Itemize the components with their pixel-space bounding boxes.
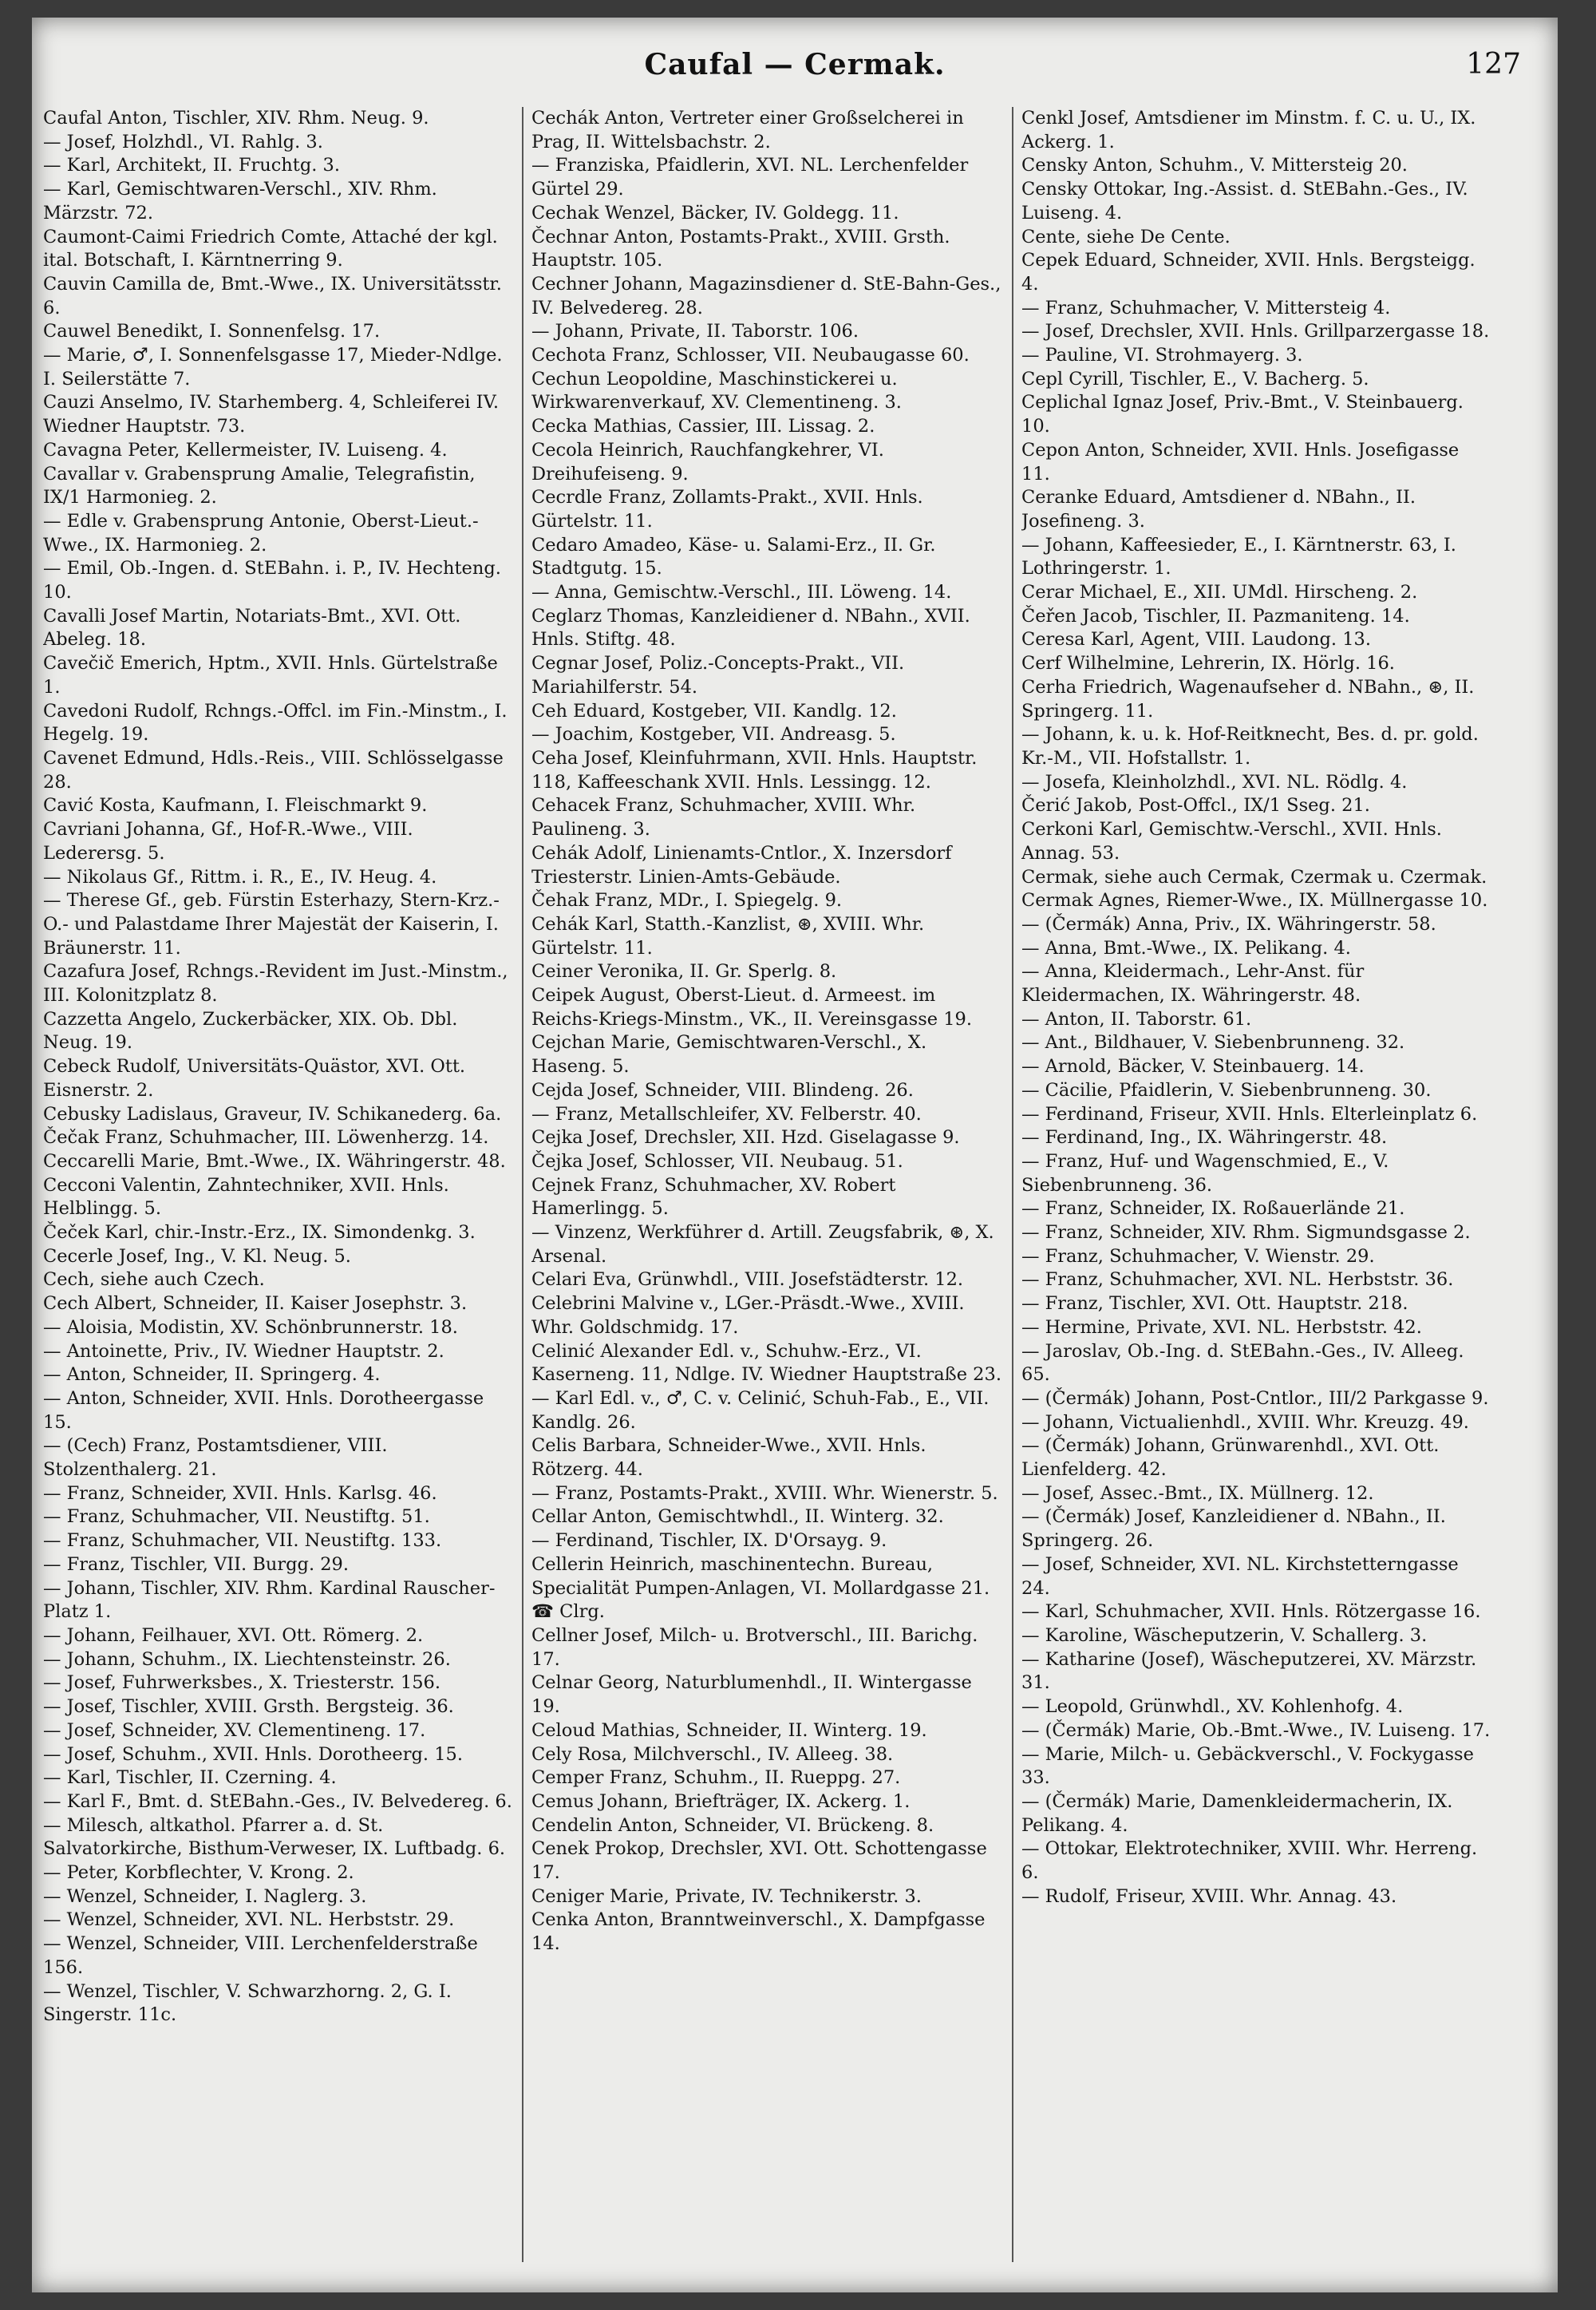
directory-entry: — Pauline, VI. Strohmayerg. 3.	[1021, 345, 1303, 366]
directory-entry: Celari Eva, Grünwhdl., VIII. Josefstädterstr. 12.	[531, 1269, 964, 1291]
directory-entry: Cejnek Franz, Schuhmacher, XV. Robert Hamerlingg. 5.	[531, 1174, 896, 1220]
directory-entry: — Ferdinand, Tischler, IX. D'Orsayg. 9.	[531, 1530, 887, 1552]
directory-entry: — Rudolf, Friseur, XVIII. Whr. Annag. 43.	[1021, 1885, 1397, 1907]
directory-entry: — Leopold, Grünwhdl., XV. Kohlenhofg. 4.	[1021, 1696, 1404, 1718]
directory-entry: — Franz, Schuhmacher, V. Wienstr. 29.	[1021, 1245, 1375, 1267]
directory-entry: Cellar Anton, Gemischtwhdl., II. Winterg. 32.	[531, 1506, 944, 1528]
directory-entry: Cavalli Josef Martin, Notariats-Bmt., XVI. Ott. Abeleg. 18.	[43, 605, 461, 651]
directory-entry: Ceranke Eduard, Amtsdiener d. NBahn., II. Josefineng. 3.	[1021, 487, 1416, 532]
directory-entry: — Anna, Gemischtw.-Verschl., III. Löweng. 14.	[531, 582, 952, 603]
directory-entry: — Arnold, Bäcker, V. Steinbauerg. 14.	[1021, 1056, 1365, 1078]
directory-entry: Cepl Cyrill, Tischler, E., V. Bacherg. 5.	[1021, 368, 1369, 390]
directory-entry: — Cäcilie, Pfaidlerin, V. Siebenbrunneng. 30.	[1021, 1079, 1432, 1101]
directory-entry: — Marie, Milch- u. Gebäckverschl., V. Fockygasse 33.	[1021, 1743, 1474, 1789]
directory-entry: — Jaroslav, Ob.-Ing. d. StEBahn.-Ges., IV. Alleeg. 65.	[1021, 1340, 1464, 1386]
directory-entry: Cehacek Franz, Schuhmacher, XVIII. Whr. Paulineng. 3.	[531, 795, 916, 841]
directory-entry: Celoud Mathias, Schneider, II. Winterg. 19.	[531, 1719, 927, 1741]
directory-entry: — Franz, Schneider, IX. Roßauerlände 21.	[1021, 1198, 1405, 1220]
directory-entry: — Vinzenz, Werkführer d. Artill. Zeugsfabrik, ⊛, X. Arsenal.	[531, 1222, 994, 1267]
directory-entry: Ceglarz Thomas, Kanzleidiener d. NBahn., XVII. Hnls. Stiftg. 48.	[531, 605, 970, 651]
directory-entry: Cavallar v. Grabensprung Amalie, Telegrafistin, IX/1 Harmonieg. 2.	[43, 463, 476, 508]
directory-entry: — Johann, Victualienhdl., XVIII. Whr. Kreuzg. 49.	[1021, 1411, 1469, 1433]
directory-entry: — Josef, Assec.-Bmt., IX. Müllnerg. 12.	[1021, 1482, 1374, 1504]
directory-entry: Caumont-Caimi Friedrich Comte, Attaché der kgl. ital. Botschaft, I. Kärntnerring 9.	[43, 226, 498, 271]
directory-entry: Cente, siehe De Cente.	[1021, 226, 1231, 247]
directory-entry: — (Čermák) Johann, Post-Cntlor., III/2 Parkgasse 9.	[1021, 1387, 1489, 1409]
directory-entry: Cepek Eduard, Schneider, XVII. Hnls. Bergsteigg. 4.	[1021, 250, 1476, 295]
directory-entry: — Josef, Holzhdl., VI. Rahlg. 3.	[43, 131, 323, 152]
directory-entry: Cemper Franz, Schuhm., II. Rueppg. 27.	[531, 1767, 901, 1789]
directory-entry: Cech, siehe auch Czech.	[43, 1269, 265, 1291]
directory-entry: Ceiner Veronika, II. Gr. Sperlg. 8.	[531, 961, 837, 983]
directory-entry: Cazafura Josef, Rchngs.-Revident im Just.-Minstm., III. Kolonitzplatz 8.	[43, 961, 508, 1007]
directory-entry: Celis Barbara, Schneider-Wwe., XVII. Hnls. Rötzerg. 44.	[531, 1435, 926, 1481]
directory-entry: Ceniger Marie, Private, IV. Technikerstr. 3.	[531, 1885, 922, 1907]
directory-entry: Ceha Josef, Kleinfuhrmann, XVII. Hnls. Hauptstr. 118, Kaffeeschank XVII. Hnls. Lessingg. 12.	[531, 747, 978, 793]
directory-entry: Cavagna Peter, Kellermeister, IV. Luiseng. 4.	[43, 439, 448, 461]
directory-entry: Cecola Heinrich, Rauchfangkehrer, VI. Dreihufeiseng. 9.	[531, 439, 884, 485]
directory-entry: — Franz, Metallschleifer, XV. Felberstr. 40.	[531, 1103, 922, 1125]
directory-entry: — Franz, Tischler, XVI. Ott. Hauptstr. 218.	[1021, 1293, 1408, 1315]
directory-entry: Cejka Josef, Drechsler, XII. Hzd. Giselagasse 9.	[531, 1127, 960, 1149]
directory-entry: Cely Rosa, Milchverschl., IV. Alleeg. 38.	[531, 1743, 894, 1765]
directory-entry: Caufal Anton, Tischler, XIV. Rhm. Neug. 9.	[43, 108, 429, 129]
directory-entry: Ceipek August, Oberst-Lieut. d. Armeest. im Reichs-Kriegs-Minstm., VK., II. Vereinsgasse 19.	[531, 985, 972, 1030]
column-3	[1021, 107, 1492, 2262]
directory-entry: — Karl F., Bmt. d. StEBahn.-Ges., IV. Belvedereg. 6.	[43, 1790, 512, 1812]
directory-entry: Ceh Eduard, Kostgeber, VII. Kandlg. 12.	[531, 700, 897, 722]
directory-entry: Cenka Anton, Branntweinverschl., X. Dampfgasse 14.	[531, 1909, 986, 1955]
directory-entry: Celebrini Malvine v., LGer.-Präsdt.-Wwe., XVIII. Whr. Goldschmidg. 17.	[531, 1293, 965, 1338]
directory-entry: Celnar Georg, Naturblumenhdl., II. Wintergasse 19.	[531, 1672, 972, 1718]
directory-entry: — Nikolaus Gf., Rittm. i. R., E., IV. Heug. 4.	[43, 866, 437, 888]
directory-entry: — Edle v. Grabensprung Antonie, Oberst-Lieut.-Wwe., IX. Harmonieg. 2.	[43, 510, 479, 556]
directory-entry: Cech Albert, Schneider, II. Kaiser Josephstr. 3.	[43, 1293, 468, 1315]
directory-entry: Cauvin Camilla de, Bmt.-Wwe., IX. Universitätsstr. 6.	[43, 273, 502, 318]
directory-entry: — Anton, Schneider, XVII. Hnls. Dorotheergasse 15.	[43, 1387, 484, 1433]
directory-entry: Cavedoni Rudolf, Rchngs.-Offcl. im Fin.-Minstm., I. Hegelg. 19.	[43, 700, 508, 746]
directory-entry: — Johann, Feilhauer, XVI. Ott. Römerg. 2.	[43, 1625, 424, 1646]
directory-entry: Censky Anton, Schuhm., V. Mittersteig 20.	[1021, 155, 1408, 176]
directory-entry: — Josef, Schneider, XVI. NL. Kirchstetterngasse 24.	[1021, 1553, 1459, 1599]
directory-entry: — Ant., Bildhauer, V. Siebenbrunneng. 32.	[1021, 1032, 1405, 1054]
directory-entry: Cecerle Josef, Ing., V. Kl. Neug. 5.	[43, 1245, 351, 1267]
directory-entry: — Johann, Schuhm., IX. Liechtensteinstr. 26.	[43, 1648, 451, 1670]
directory-entry: — Franz, Schuhmacher, V. Mittersteig 4.	[1021, 297, 1391, 318]
directory-entry: Čeřen Jacob, Tischler, II. Pazmaniteng. 14.	[1021, 605, 1410, 627]
directory-entry: — Karl, Architekt, II. Fruchtg. 3.	[43, 155, 341, 176]
directory-entry: — Karoline, Wäscheputzerin, V. Schallerg. 3.	[1021, 1625, 1428, 1646]
directory-entry: — Wenzel, Tischler, V. Schwarzhorng. 2, G. I. Singerstr. 11c.	[43, 1980, 452, 2026]
directory-entry: Cellerin Heinrich, maschinentechn. Bureau, Specialität Pumpen-Anlagen, VI. Mollardgasse 21. ☎ Clrg.	[531, 1553, 990, 1623]
directory-entry: — Emil, Ob.-Ingen. d. StEBahn. i. P., IV. Hechteng. 10.	[43, 558, 501, 603]
directory-entry: — Johann, k. u. k. Hof-Reitknecht, Bes. d. pr. gold. Kr.-M., VII. Hofstallstr. 1.	[1021, 724, 1479, 769]
column-divider	[522, 107, 523, 2262]
directory-entry: Cejchan Marie, Gemischtwaren-Verschl., X. Haseng. 5.	[531, 1032, 927, 1078]
directory-entry: — Wenzel, Schneider, VIII. Lerchenfelderstraße 156.	[43, 1933, 478, 1978]
directory-entry: — Johann, Private, II. Taborstr. 106.	[531, 321, 859, 342]
directory-entry: — Karl, Tischler, II. Czerning. 4.	[43, 1767, 337, 1789]
directory-entry: — Josef, Drechsler, XVII. Hnls. Grillparzergasse 18.	[1021, 321, 1490, 342]
directory-entry: — Franz, Schneider, XVII. Hnls. Karlsg. 46.	[43, 1482, 437, 1504]
directory-entry: — Franziska, Pfaidlerin, XVI. NL. Lerchenfelder Gürtel 29.	[531, 155, 969, 200]
directory-entry: — Milesch, altkathol. Pfarrer a. d. St. Salvatorkirche, Bisthum-Verweser, IX. Luftbadg. 6.	[43, 1814, 506, 1860]
directory-entry: Cazzetta Angelo, Zuckerbäcker, XIX. Ob. Dbl. Neug. 19.	[43, 1008, 458, 1054]
directory-entry: Čehak Franz, MDr., I. Spiegelg. 9.	[531, 890, 843, 912]
directory-entry: — Johann, Tischler, XIV. Rhm. Kardinal Rauscher-Platz 1.	[43, 1577, 496, 1623]
directory-entry: Cehák Adolf, Linienamts-Cntlor., X. Inzersdorf Triesterstr. Linien-Amts-Gebäude.	[531, 842, 952, 888]
column-1	[43, 107, 514, 2262]
directory-entry: Cegnar Josef, Poliz.-Concepts-Prakt., VII. Mariahilferstr. 54.	[531, 653, 905, 698]
directory-entry: Cendelin Anton, Schneider, VI. Brückeng. 8.	[531, 1814, 934, 1836]
directory-entry: — Josef, Tischler, XVIII. Grsth. Bergsteig. 36.	[43, 1696, 454, 1718]
directory-entry: — Franz, Schuhmacher, XVI. NL. Herbststr. 36.	[1021, 1269, 1454, 1291]
directory-entry: Censky Ottokar, Ing.-Assist. d. StEBahn.-Ges., IV. Luiseng. 4.	[1021, 179, 1468, 223]
directory-entry: Cechák Anton, Vertreter einer Großselcherei in Prag, II. Wittelsbachstr. 2.	[531, 108, 964, 152]
directory-entry: Cenek Prokop, Drechsler, XVI. Ott. Schottengasse 17.	[531, 1838, 987, 1884]
directory-entry: — (Cech) Franz, Postamtsdiener, VIII. Stolzenthalerg. 21.	[43, 1435, 388, 1481]
directory-entry: Čečak Franz, Schuhmacher, III. Löwenherzg. 14.	[43, 1127, 489, 1149]
directory-entry: — Ferdinand, Friseur, XVII. Hnls. Elterleinplatz 6.	[1021, 1103, 1478, 1125]
directory-entry: Cedaro Amadeo, Käse- u. Salami-Erz., II. Gr. Stadtgutg. 15.	[531, 534, 936, 579]
directory-entry: Cerar Michael, E., XII. UMdl. Hirscheng. 2.	[1021, 582, 1418, 603]
directory-entry: — Franz, Schuhmacher, VII. Neustiftg. 51.	[43, 1506, 430, 1528]
directory-entry: Cechner Johann, Magazinsdiener d. StE-Bahn-Ges., IV. Belvedereg. 28.	[531, 273, 1001, 318]
directory-entry: — Franz, Postamts-Prakt., XVIII. Whr. Wienerstr. 5.	[531, 1482, 998, 1504]
directory-entry: Cecconi Valentin, Zahntechniker, XVII. Hnls. Helblingg. 5.	[43, 1174, 449, 1220]
directory-entry: Cermak Agnes, Riemer-Wwe., IX. Müllnergasse 10.	[1021, 890, 1488, 912]
directory-entry: — Therese Gf., geb. Fürstin Esterhazy, Stern-Krz.-O.- und Palastdame Ihrer Majestät der Kaiserin, I. Bräunerstr. 11.	[43, 890, 500, 959]
directory-entry: Čeček Karl, chir.-Instr.-Erz., IX. Simondenkg. 3.	[43, 1222, 476, 1244]
directory-entry: Cemus Johann, Briefträger, IX. Ackerg. 1.	[531, 1790, 911, 1812]
directory-entry: Cerha Friedrich, Wagenaufseher d. NBahn., ⊛, II. Springerg. 11.	[1021, 676, 1475, 722]
directory-entry: — Wenzel, Schneider, XVI. NL. Herbststr. 29.	[43, 1909, 455, 1931]
directory-entry: Cauzi Anselmo, IV. Starhemberg. 4, Schleiferei IV. Wiedner Hauptstr. 73.	[43, 392, 500, 437]
directory-entry: Cerkoni Karl, Gemischtw.-Verschl., XVII. Hnls. Annag. 53.	[1021, 819, 1442, 864]
directory-entry: Cebeck Rudolf, Universitäts-Quästor, XVI. Ott. Eisnerstr. 2.	[43, 1056, 466, 1101]
directory-entry: Cebusky Ladislaus, Graveur, IV. Schikanederg. 6a.	[43, 1103, 502, 1125]
directory-entry: — Franz, Tischler, VII. Burgg. 29.	[43, 1553, 350, 1575]
directory-entry: — Anna, Kleidermach., Lehr-Anst. für Kleidermachen, IX. Währingerstr. 48.	[1021, 961, 1365, 1007]
directory-entry: — Antoinette, Priv., IV. Wiedner Hauptstr. 2.	[43, 1340, 444, 1362]
page-number: 127	[1466, 48, 1521, 81]
directory-entry: — (Čermák) Johann, Grünwarenhdl., XVI. Ott. Lienfelderg. 42.	[1021, 1435, 1440, 1481]
directory-entry: Cerf Wilhelmine, Lehrerin, IX. Hörlg. 16.	[1021, 653, 1395, 674]
directory-entry: Cecrdle Franz, Zollamts-Prakt., XVII. Hnls. Gürtelstr. 11.	[531, 487, 923, 532]
directory-entry: Cechota Franz, Schlosser, VII. Neubaugasse 60.	[531, 345, 970, 366]
directory-entry: Ceplichal Ignaz Josef, Priv.-Bmt., V. Steinbauerg. 10.	[1021, 392, 1464, 437]
directory-entry: — Josef, Fuhrwerksbes., X. Triesterstr. 156.	[43, 1672, 441, 1694]
directory-entry: — Ottokar, Elektrotechniker, XVIII. Whr. Herreng. 6.	[1021, 1838, 1478, 1884]
directory-entry: Cavečič Emerich, Hptm., XVII. Hnls. Gürtelstraße 1.	[43, 653, 498, 698]
directory-entry: Čechnar Anton, Postamts-Prakt., XVIII. Grsth. Hauptstr. 105.	[531, 226, 950, 271]
directory-entry: — Franz, Schneider, XIV. Rhm. Sigmundsgasse 2.	[1021, 1222, 1471, 1244]
directory-entry: — Anna, Bmt.-Wwe., IX. Pelikang. 4.	[1021, 937, 1351, 959]
directory-entry: Čejka Josef, Schlosser, VII. Neubaug. 51.	[531, 1150, 903, 1172]
directory-entry: — (Čermák) Marie, Ob.-Bmt.-Wwe., IV. Luiseng. 17.	[1021, 1719, 1491, 1741]
directory-entry: Ceccarelli Marie, Bmt.-Wwe., IX. Währingerstr. 48.	[43, 1150, 506, 1172]
directory-entry: — Anton, Schneider, II. Springerg. 4.	[43, 1364, 381, 1386]
directory-entry: — Aloisia, Modistin, XV. Schönbrunnerstr. 18.	[43, 1316, 458, 1338]
directory-entry: — Anton, II. Taborstr. 61.	[1021, 1008, 1252, 1030]
column-2	[531, 107, 1002, 2262]
directory-entry: Cavenet Edmund, Hdls.-Reis., VIII. Schlösselgasse 28.	[43, 747, 504, 793]
directory-entry: Ceresa Karl, Agent, VIII. Laudong. 13.	[1021, 629, 1371, 651]
directory-entry: Cepon Anton, Schneider, XVII. Hnls. Josefigasse 11.	[1021, 439, 1460, 485]
directory-entry: — Josef, Schuhm., XVII. Hnls. Dorotheerg. 15.	[43, 1743, 463, 1765]
directory-entry: Cavić Kosta, Kaufmann, I. Fleischmarkt 9.	[43, 795, 428, 817]
directory-entry: — Wenzel, Schneider, I. Naglerg. 3.	[43, 1885, 367, 1907]
directory-entry: Cechak Wenzel, Bäcker, IV. Goldegg. 11.	[531, 202, 899, 223]
page-header	[32, 48, 1558, 96]
directory-entry: Cejda Josef, Schneider, VIII. Blindeng. 26.	[531, 1079, 914, 1101]
directory-entry: — Joachim, Kostgeber, VII. Andreasg. 5.	[531, 724, 896, 746]
directory-entry: — Ferdinand, Ing., IX. Währingerstr. 48.	[1021, 1127, 1388, 1149]
directory-entry: — (Čermák) Anna, Priv., IX. Währingerstr. 58.	[1021, 913, 1436, 935]
directory-entry: Cecka Mathias, Cassier, III. Lissag. 2.	[531, 416, 875, 437]
directory-entry: — Peter, Korbflechter, V. Krong. 2.	[43, 1862, 354, 1884]
directory-entry: — Karl, Schuhmacher, XVII. Hnls. Rötzergasse 16.	[1021, 1601, 1481, 1623]
directory-entry: Cechun Leopoldine, Maschinstickerei u. Wirkwarenverkauf, XV. Clementineng. 3.	[531, 368, 902, 413]
directory-entry: — (Čermák) Josef, Kanzleidiener d. NBahn., II. Springerg. 26.	[1021, 1506, 1446, 1552]
directory-entry: Cavriani Johanna, Gf., Hof-R.-Wwe., VIII. Lederersg. 5.	[43, 819, 413, 864]
directory-entry: Čerić Jakob, Post-Offcl., IX/1 Sseg. 21.	[1021, 795, 1370, 817]
directory-entry: — (Čermák) Marie, Damenkleidermacherin, IX. Pelikang. 4.	[1021, 1790, 1453, 1836]
directory-entry: — Katharine (Josef), Wäscheputzerei, XV. Märzstr. 31.	[1021, 1648, 1477, 1694]
directory-entry: Cenkl Josef, Amtsdiener im Minstm. f. C. u. U., IX. Ackerg. 1.	[1021, 108, 1476, 152]
directory-entry: — Karl, Gemischtwaren-Verschl., XIV. Rhm. Märzstr. 72.	[43, 179, 437, 223]
column-divider	[1012, 107, 1013, 2262]
directory-entry: — Marie, ♂, I. Sonnenfelsgasse 17, Mieder-Ndlge. I. Seilerstätte 7.	[43, 345, 503, 390]
directory-entry: — Josefa, Kleinholzhdl., XVI. NL. Rödlg. 4.	[1021, 771, 1408, 793]
running-head: Caufal — Cermak.	[644, 48, 946, 81]
directory-entry: — Josef, Schneider, XV. Clementineng. 17.	[43, 1719, 426, 1741]
directory-entry: Cauwel Benedikt, I. Sonnenfelsg. 17.	[43, 321, 381, 342]
directory-entry: — Karl Edl. v., ♂, C. v. Celinić, Schuh-Fab., E., VII. Kandlg. 26.	[531, 1387, 990, 1433]
directory-entry: Cermak, siehe auch Cermak, Czermak u. Czermak.	[1021, 866, 1487, 888]
directory-entry: Cellner Josef, Milch- u. Brotverschl., III. Barichg. 17.	[531, 1625, 978, 1670]
directory-entry: — Franz, Huf- und Wagenschmied, E., V. Siebenbrunneng. 36.	[1021, 1150, 1389, 1196]
directory-entry: — Hermine, Private, XVI. NL. Herbststr. 42.	[1021, 1316, 1422, 1338]
directory-entry: Celinić Alexander Edl. v., Schuhw.-Erz., VI. Kaserneng. 11, Ndlge. IV. Wiedner Hauptstraße 23.	[531, 1340, 1001, 1386]
directory-entry: — Johann, Kaffeesieder, E., I. Kärntnerstr. 63, I. Lothringerstr. 1.	[1021, 534, 1456, 579]
directory-entry: Cehák Karl, Statth.-Kanzlist, ⊛, XVIII. Whr. Gürtelstr. 11.	[531, 913, 925, 959]
directory-page	[32, 18, 1558, 2292]
directory-entry: — Franz, Schuhmacher, VII. Neustiftg. 133.	[43, 1530, 442, 1552]
